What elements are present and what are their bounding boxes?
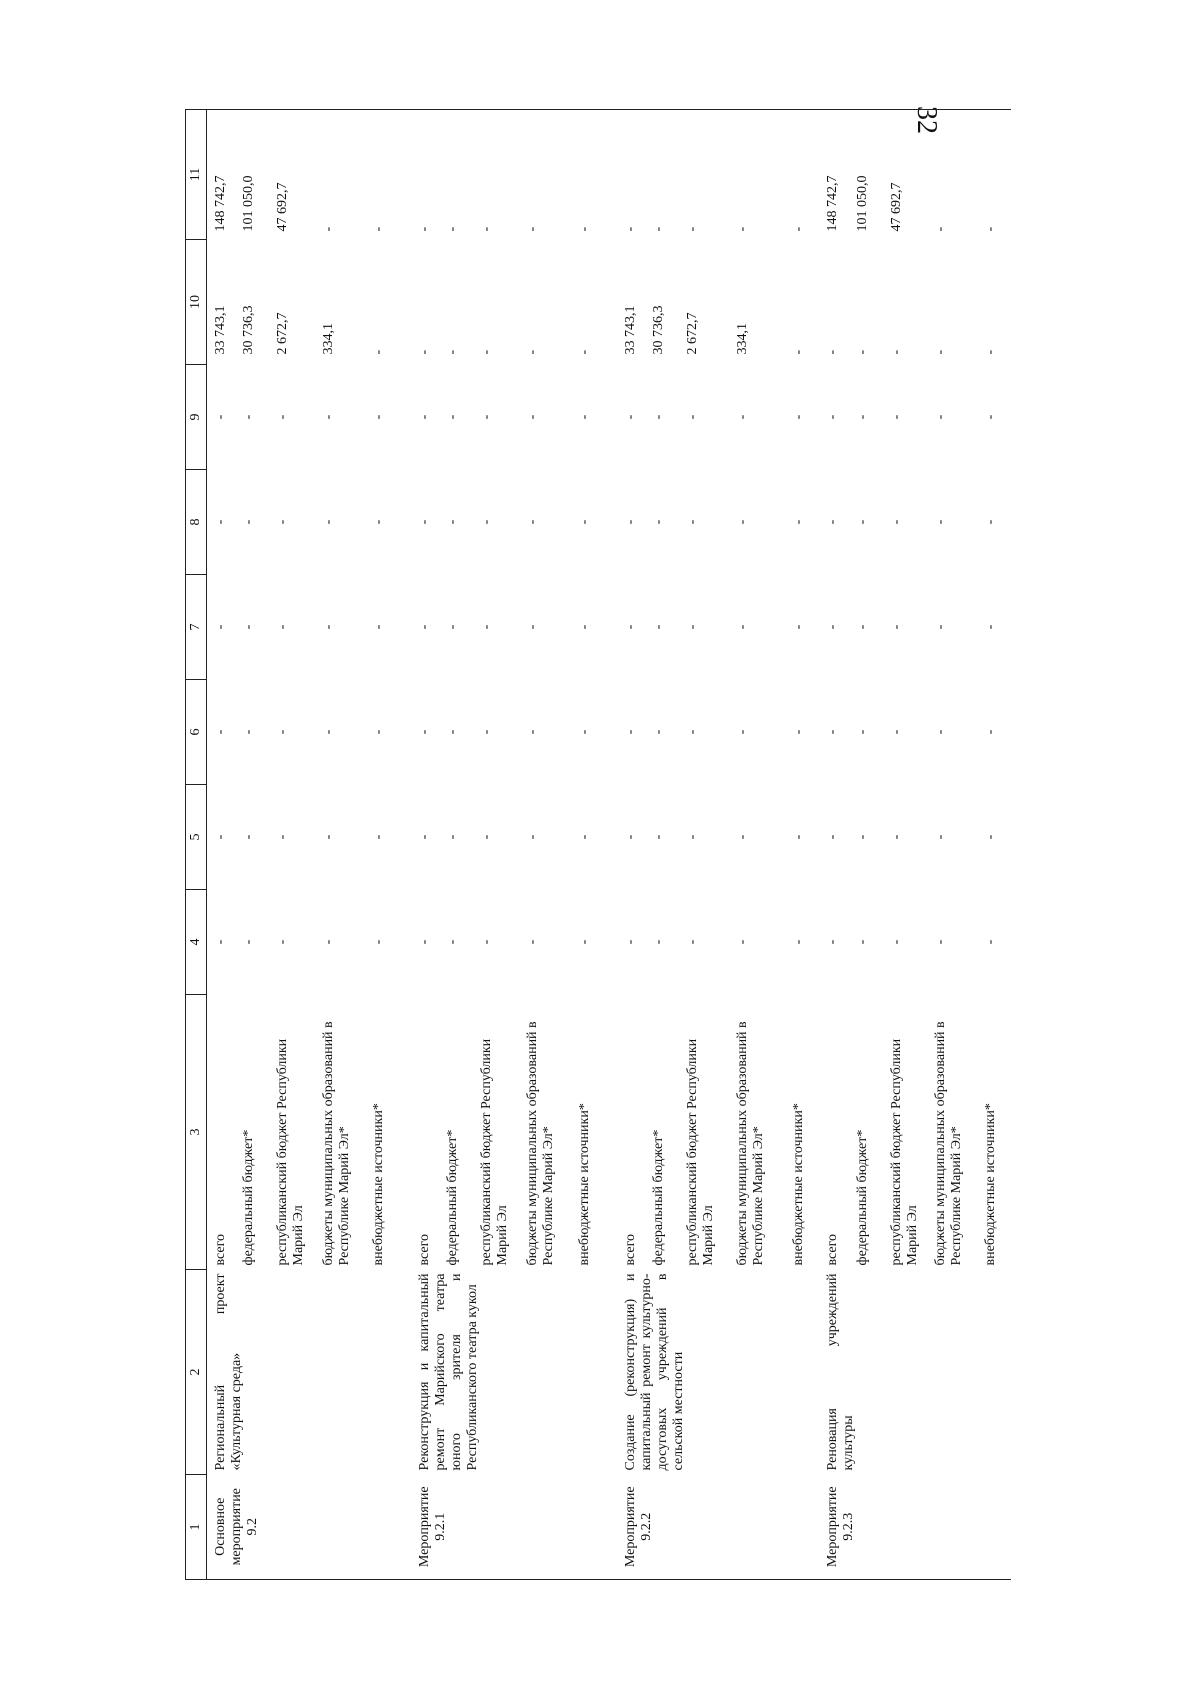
- value-c4: -: [524, 939, 540, 945]
- value-c10: -: [982, 349, 998, 355]
- rotated-table-container: [185, 110, 998, 1580]
- value-c9: -: [982, 414, 998, 420]
- activity-name: Создание (реконструкция) и капитальный ремонт культурно-досуговых учреждений в сельской местности: [622, 1273, 686, 1471]
- value-c8: -: [790, 519, 806, 525]
- value-c4: -: [888, 939, 904, 945]
- header-col-4: 4: [186, 890, 207, 995]
- table-row: [411, 110, 439, 1580]
- value-c7: -: [684, 624, 700, 630]
- value-c6: -: [734, 729, 750, 735]
- value-c9: -: [213, 414, 228, 420]
- value-c6: -: [320, 729, 336, 735]
- value-c11: 47 692,7: [274, 182, 290, 232]
- activity-code: Основное мероприятие 9.2: [213, 1488, 261, 1566]
- value-c7: -: [320, 624, 336, 630]
- funding-source: федеральный бюджет*: [650, 1129, 666, 1266]
- value-c11: -: [650, 226, 666, 232]
- value-c8: -: [524, 519, 540, 525]
- value-c7: -: [790, 624, 806, 630]
- value-c10: 30 736,3: [650, 305, 666, 355]
- value-c9: -: [320, 414, 336, 420]
- value-c5: -: [274, 834, 290, 840]
- funding-source: внебюджетные источники*: [576, 1103, 592, 1266]
- value-c6: -: [854, 729, 870, 735]
- value-c11: 101 050,0: [240, 175, 256, 232]
- value-c5: -: [982, 834, 998, 840]
- value-c9: -: [824, 414, 840, 420]
- value-c5: -: [684, 834, 700, 840]
- value-c11: -: [524, 226, 540, 232]
- header-col-11: 11: [186, 110, 207, 240]
- value-c5: -: [734, 834, 750, 840]
- value-c4: -: [854, 939, 870, 945]
- value-c11: 148 742,7: [213, 175, 228, 232]
- value-c7: -: [854, 624, 870, 630]
- value-c11: -: [982, 226, 998, 232]
- activity-name: Реновация учреждений культуры: [824, 1273, 856, 1471]
- value-c5: -: [854, 834, 870, 840]
- funding-source: федеральный бюджет*: [444, 1129, 460, 1266]
- value-c6: -: [932, 729, 948, 735]
- value-c10: 30 736,3: [240, 305, 256, 355]
- table-row: [819, 110, 849, 1580]
- value-c11: -: [576, 226, 592, 232]
- value-c7: -: [213, 624, 228, 630]
- value-c5: -: [824, 834, 840, 840]
- value-c7: -: [824, 624, 840, 630]
- value-c9: -: [622, 414, 638, 420]
- value-c4: -: [213, 939, 228, 945]
- value-c4: -: [622, 939, 638, 945]
- value-c8: -: [982, 519, 998, 525]
- value-c11: 101 050,0: [854, 175, 870, 232]
- funding-source: республиканский бюджет Республики Марий Эл: [478, 1038, 510, 1266]
- value-c10: 33 743,1: [213, 305, 228, 355]
- funding-source: бюджеты муниципальных образований в Республике Марий Эл*: [932, 1021, 964, 1266]
- value-c6: -: [240, 729, 256, 735]
- value-c8: -: [684, 519, 700, 525]
- value-c7: -: [370, 624, 386, 630]
- header-col-8: 8: [186, 470, 207, 575]
- value-c11: -: [790, 226, 806, 232]
- value-c11: -: [932, 226, 948, 232]
- value-c5: -: [888, 834, 904, 840]
- funding-source: внебюджетные источники*: [982, 1103, 998, 1266]
- value-c6: -: [684, 729, 700, 735]
- value-c11: -: [416, 226, 432, 232]
- value-c8: -: [622, 519, 638, 525]
- value-c7: -: [888, 624, 904, 630]
- value-c11: 148 742,7: [824, 175, 840, 232]
- value-c7: -: [734, 624, 750, 630]
- value-c8: -: [734, 519, 750, 525]
- value-c10: -: [478, 349, 494, 355]
- funding-source: всего: [824, 1233, 840, 1266]
- value-c6: -: [888, 729, 904, 735]
- value-c7: -: [650, 624, 666, 630]
- value-c7: -: [478, 624, 494, 630]
- value-c11: -: [684, 226, 700, 232]
- value-c5: -: [524, 834, 540, 840]
- value-c5: -: [650, 834, 666, 840]
- funding-table: [185, 109, 1011, 1580]
- value-c4: -: [982, 939, 998, 945]
- value-c6: -: [370, 729, 386, 735]
- value-c4: -: [370, 939, 386, 945]
- value-c11: -: [734, 226, 750, 232]
- value-c9: -: [444, 414, 460, 420]
- funding-source: республиканский бюджет Республики Марий Эл: [274, 1038, 306, 1266]
- funding-source: федеральный бюджет*: [854, 1129, 870, 1266]
- value-c5: -: [416, 834, 432, 840]
- value-c8: -: [240, 519, 256, 525]
- value-c10: 2 672,7: [274, 312, 290, 355]
- value-c5: -: [370, 834, 386, 840]
- table-body: [207, 110, 1011, 1580]
- value-c6: -: [444, 729, 460, 735]
- value-c6: -: [416, 729, 432, 735]
- funding-source: федеральный бюджет*: [240, 1129, 256, 1266]
- header-row: [186, 110, 207, 1580]
- value-c10: 334,1: [734, 323, 750, 355]
- funding-source: бюджеты муниципальных образований в Республике Марий Эл*: [734, 1021, 766, 1266]
- value-c4: -: [734, 939, 750, 945]
- value-c9: -: [416, 414, 432, 420]
- value-c9: -: [576, 414, 592, 420]
- funding-source: всего: [622, 1233, 638, 1266]
- value-c5: -: [213, 834, 228, 840]
- value-c10: -: [416, 349, 432, 355]
- value-c4: -: [320, 939, 336, 945]
- header-col-3: 3: [186, 995, 207, 1270]
- value-c9: -: [932, 414, 948, 420]
- value-c8: -: [888, 519, 904, 525]
- header-col-1: 1: [186, 1475, 207, 1580]
- value-c8: -: [320, 519, 336, 525]
- value-c9: -: [240, 414, 256, 420]
- value-c4: -: [684, 939, 700, 945]
- value-c11: -: [370, 226, 386, 232]
- value-c9: -: [734, 414, 750, 420]
- value-c6: -: [478, 729, 494, 735]
- value-c10: -: [824, 349, 840, 355]
- value-c10: -: [370, 349, 386, 355]
- value-c8: -: [932, 519, 948, 525]
- value-c7: -: [240, 624, 256, 630]
- header-col-7: 7: [186, 575, 207, 680]
- activity-code: Мероприятие 9.2.3: [824, 1486, 856, 1568]
- value-c7: -: [576, 624, 592, 630]
- value-c7: -: [932, 624, 948, 630]
- funding-source: внебюджетные источники*: [790, 1103, 806, 1266]
- value-c9: -: [524, 414, 540, 420]
- value-c5: -: [320, 834, 336, 840]
- value-c7: -: [982, 624, 998, 630]
- value-c10: 334,1: [320, 323, 336, 355]
- value-c10: -: [790, 349, 806, 355]
- value-c5: -: [444, 834, 460, 840]
- value-c10: -: [854, 349, 870, 355]
- header-col-9: 9: [186, 365, 207, 470]
- value-c5: -: [240, 834, 256, 840]
- value-c8: -: [370, 519, 386, 525]
- header-col-5: 5: [186, 785, 207, 890]
- value-c10: 2 672,7: [684, 312, 700, 355]
- value-c10: -: [932, 349, 948, 355]
- value-c9: -: [888, 414, 904, 420]
- value-c7: -: [622, 624, 638, 630]
- value-c7: -: [274, 624, 290, 630]
- value-c9: -: [274, 414, 290, 420]
- value-c4: -: [932, 939, 948, 945]
- value-c11: -: [320, 226, 336, 232]
- header-col-6: 6: [186, 680, 207, 785]
- value-c10: -: [444, 349, 460, 355]
- page-number: 32: [911, 106, 942, 134]
- value-c8: -: [274, 519, 290, 525]
- value-c9: -: [854, 414, 870, 420]
- value-c9: -: [370, 414, 386, 420]
- value-c6: -: [790, 729, 806, 735]
- value-c9: -: [684, 414, 700, 420]
- value-c9: -: [650, 414, 666, 420]
- value-c8: -: [444, 519, 460, 525]
- value-c11: -: [444, 226, 460, 232]
- header-col-2: 2: [186, 1270, 207, 1475]
- value-c4: -: [790, 939, 806, 945]
- funding-source: всего: [416, 1233, 432, 1266]
- table-row: [207, 110, 235, 1580]
- funding-source: республиканский бюджет Республики Марий Эл: [684, 1038, 716, 1266]
- value-c4: -: [274, 939, 290, 945]
- value-c5: -: [478, 834, 494, 840]
- value-c4: -: [650, 939, 666, 945]
- activity-code: Мероприятие 9.2.1: [416, 1486, 448, 1568]
- value-c11: -: [622, 226, 638, 232]
- value-c8: -: [478, 519, 494, 525]
- activity-name: Реконструкция и капитальный ремонт Марийского театра юного зрителя и Республиканского театра кукол: [416, 1273, 480, 1471]
- value-c11: 47 692,7: [888, 182, 904, 232]
- value-c7: -: [524, 624, 540, 630]
- value-c6: -: [824, 729, 840, 735]
- value-c8: -: [576, 519, 592, 525]
- value-c10: -: [576, 349, 592, 355]
- header-col-10: 10: [186, 240, 207, 365]
- funding-source: внебюджетные источники*: [370, 1103, 386, 1266]
- value-c7: -: [416, 624, 432, 630]
- funding-source: бюджеты муниципальных образований в Республике Марий Эл*: [524, 1021, 556, 1266]
- value-c9: -: [790, 414, 806, 420]
- value-c9: -: [478, 414, 494, 420]
- value-c10: 33 743,1: [622, 305, 638, 355]
- value-c5: -: [932, 834, 948, 840]
- value-c5: -: [576, 834, 592, 840]
- value-c4: -: [824, 939, 840, 945]
- value-c6: -: [982, 729, 998, 735]
- value-c4: -: [416, 939, 432, 945]
- value-c8: -: [650, 519, 666, 525]
- value-c6: -: [576, 729, 592, 735]
- value-c11: -: [478, 226, 494, 232]
- value-c6: -: [213, 729, 228, 735]
- activity-code: Мероприятие 9.2.2: [622, 1486, 654, 1568]
- value-c6: -: [274, 729, 290, 735]
- value-c8: -: [854, 519, 870, 525]
- value-c6: -: [650, 729, 666, 735]
- value-c4: -: [444, 939, 460, 945]
- value-c6: -: [622, 729, 638, 735]
- value-c7: -: [444, 624, 460, 630]
- value-c8: -: [416, 519, 432, 525]
- value-c8: -: [824, 519, 840, 525]
- funding-source: всего: [213, 1233, 228, 1266]
- table-row: [617, 110, 645, 1580]
- value-c5: -: [790, 834, 806, 840]
- value-c4: -: [240, 939, 256, 945]
- value-c6: -: [524, 729, 540, 735]
- value-c4: -: [576, 939, 592, 945]
- value-c4: -: [478, 939, 494, 945]
- activity-name: Региональный проект «Культурная среда»: [213, 1273, 245, 1471]
- value-c5: -: [622, 834, 638, 840]
- value-c10: -: [524, 349, 540, 355]
- value-c8: -: [213, 519, 228, 525]
- funding-source: бюджеты муниципальных образований в Республике Марий Эл*: [320, 1021, 352, 1266]
- funding-source: республиканский бюджет Республики Марий Эл: [888, 1038, 920, 1266]
- value-c10: -: [888, 349, 904, 355]
